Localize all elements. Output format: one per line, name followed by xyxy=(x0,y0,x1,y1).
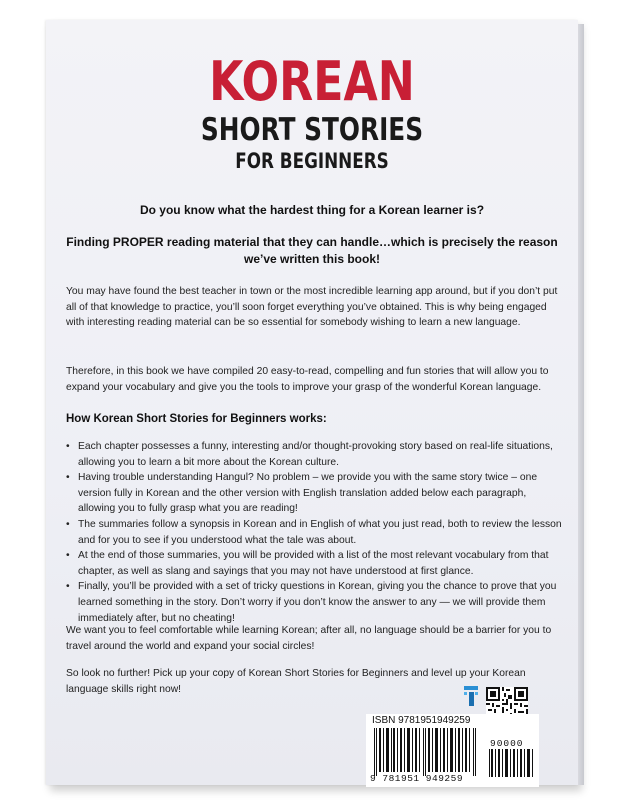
how-it-works-heading: How Korean Short Stories for Beginners works: xyxy=(66,413,327,425)
list-item: • Having trouble understanding Hangul? No problem – we provide you with the same story twice – one version fully in Korean and the other version with English translation added below each paragraph, allowing you to fully grasp what you are reading! xyxy=(66,470,566,517)
paragraph-1: You may have found the best teacher in town or the most incredible learning app around, but if you don’t put all of that knowledge to practice, you’ll soon forget everything you’ve obtained. This is why being engaged with interesting reading material can be so essential for somebody wishing to learn a new language. xyxy=(66,286,558,329)
publisher-logo-icon xyxy=(462,684,480,708)
barcode-addon-bars xyxy=(488,749,534,777)
book-back-cover xyxy=(46,20,578,785)
title-main: KOREAN xyxy=(209,50,415,113)
title-for-beginners: FOR BEGINNERS xyxy=(235,149,389,173)
paragraph-4: So look no further! Pick up your copy of Korean Short Stories for Beginners and level up your Korean language skills right now! xyxy=(66,668,526,695)
barcode xyxy=(366,714,539,787)
intro-question: Do you know what the hardest thing for a Korean learner is? xyxy=(139,203,485,217)
isbn-label: ISBN 9781951949259 xyxy=(372,715,471,726)
barcode-digits: 9 781951 949259 xyxy=(370,773,464,784)
features-list xyxy=(66,439,566,626)
list-item: • Finally, you’ll be provided with a set of tricky questions in Korean, giving you the chance to prove that you learned something in the story. Don’t worry if you don’t know the answer to any — we will provide them immediately after, but no cheating! xyxy=(66,579,566,626)
intro-answer: Finding PROPER reading material that they can handle…which is precisely the reason we’ve written this book! xyxy=(66,235,558,266)
barcode-bars xyxy=(372,728,482,776)
cover-edge xyxy=(578,24,584,785)
title-short-stories: SHORT STORIES xyxy=(200,112,424,148)
list-item: • At the end of those summaries, you will be provided with a list of the most relevant vocabulary from that chapter, as well as slang and sayings that you may not have understood at first glance. xyxy=(66,548,566,579)
paragraph-3: We want you to feel comfortable while learning Korean; after all, no language should be a barrier for you to travel around the world and expand your social circles! xyxy=(66,625,552,652)
title-block xyxy=(46,50,578,173)
paragraph-2: Therefore, in this book we have compiled 20 easy-to-read, compelling and fun stories that will allow you to expand your vocabulary and give you the tools to improve your grasp of the wonderful Korean language. xyxy=(66,366,549,393)
price-code: 90000 xyxy=(490,738,524,749)
list-item: • Each chapter possesses a funny, interesting and/or thought-provoking story based on real-life situations, allowing you to learn a bit more about the Korean culture. xyxy=(66,439,566,470)
list-item: • The summaries follow a synopsis in Korean and in English of what you just read, both to review the lesson and for you to see if you understood what the tale was about. xyxy=(66,517,566,548)
